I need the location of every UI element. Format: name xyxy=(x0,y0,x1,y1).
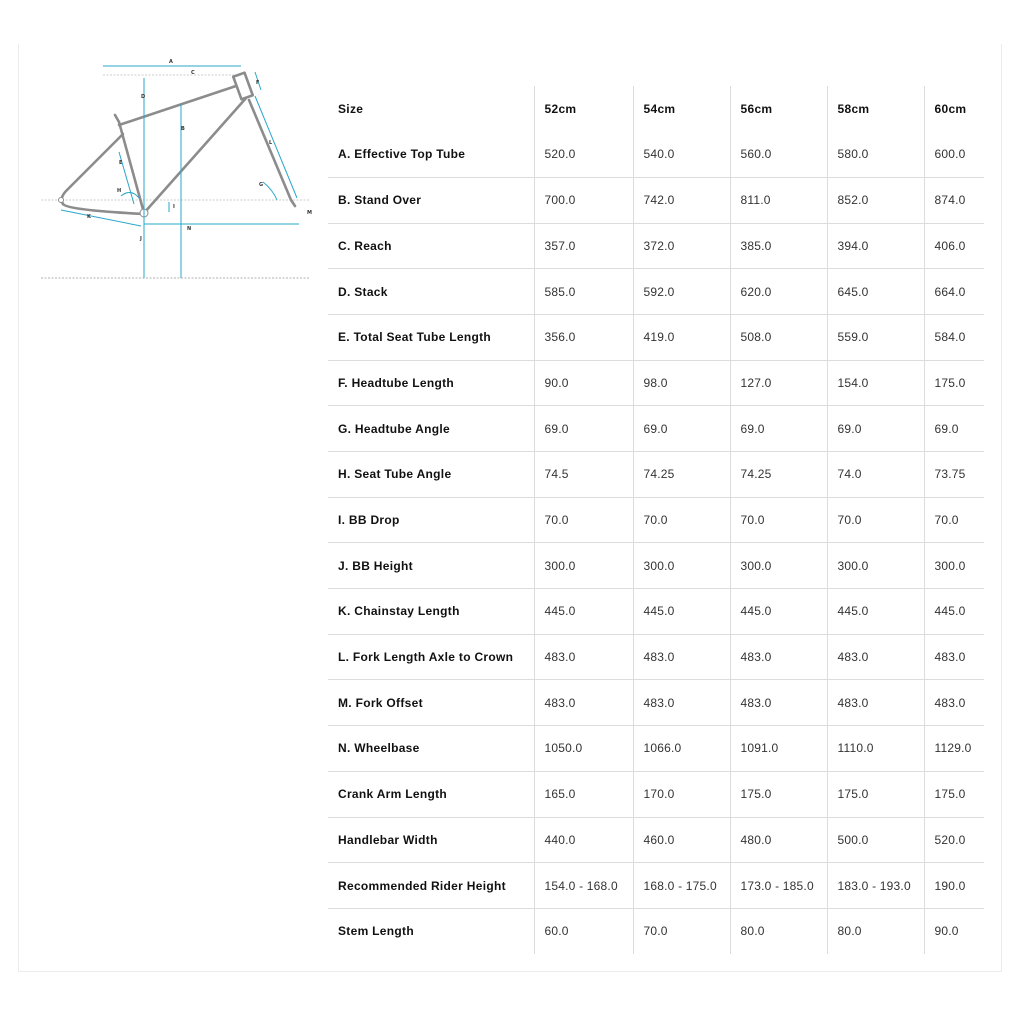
row-value: 483.0 xyxy=(730,634,827,680)
table-row xyxy=(328,132,984,178)
row-value: 183.0 - 193.0 xyxy=(827,863,924,909)
row-value: 70.0 xyxy=(924,497,984,543)
table-row xyxy=(328,863,984,909)
row-value: 440.0 xyxy=(534,817,633,863)
row-label: I. BB Drop xyxy=(338,513,400,528)
table-row xyxy=(328,177,984,223)
dim-label-f: F xyxy=(256,80,260,86)
row-label: N. Wheelbase xyxy=(338,741,420,756)
row-label: F. Headtube Length xyxy=(338,375,455,390)
row-value: 385.0 xyxy=(730,223,827,269)
row-value: 70.0 xyxy=(534,497,633,543)
row-value: 300.0 xyxy=(924,543,984,589)
table-row xyxy=(328,908,984,954)
table-row xyxy=(328,223,984,269)
row-value: 1091.0 xyxy=(730,726,827,772)
row-value: 175.0 xyxy=(827,771,924,817)
header-size-56: 56cm xyxy=(730,86,827,132)
row-value: 445.0 xyxy=(730,589,827,635)
row-value: 154.0 - 168.0 xyxy=(534,863,633,909)
dim-label-m: M xyxy=(307,210,312,216)
row-value: 520.0 xyxy=(534,132,633,178)
row-value: 620.0 xyxy=(730,269,827,315)
table-row xyxy=(328,771,984,817)
row-value: 356.0 xyxy=(534,314,633,360)
row-label: Crank Arm Length xyxy=(338,787,448,802)
row-label: C. Reach xyxy=(338,238,392,253)
row-value: 419.0 xyxy=(633,314,730,360)
row-value: 664.0 xyxy=(924,269,984,315)
row-value: 90.0 xyxy=(534,360,633,406)
row-value: 190.0 xyxy=(924,863,984,909)
row-value: 70.0 xyxy=(827,497,924,543)
row-value: 445.0 xyxy=(827,589,924,635)
row-label: J. BB Height xyxy=(338,558,413,573)
row-value: 80.0 xyxy=(827,908,924,954)
row-value: 508.0 xyxy=(730,314,827,360)
row-value: 445.0 xyxy=(633,589,730,635)
row-value: 154.0 xyxy=(827,360,924,406)
rear-axle xyxy=(59,198,64,203)
row-value: 483.0 xyxy=(633,634,730,680)
row-label: D. Stack xyxy=(338,284,388,299)
table-row xyxy=(328,634,984,680)
table-row xyxy=(328,726,984,772)
row-value: 175.0 xyxy=(730,771,827,817)
row-label: B. Stand Over xyxy=(338,193,422,208)
row-value: 98.0 xyxy=(633,360,730,406)
row-value: 74.25 xyxy=(730,452,827,498)
row-value: 483.0 xyxy=(827,680,924,726)
bike-frame xyxy=(62,73,295,214)
row-value: 300.0 xyxy=(827,543,924,589)
row-value: 127.0 xyxy=(730,360,827,406)
row-label: Handlebar Width xyxy=(338,832,438,847)
row-value: 80.0 xyxy=(730,908,827,954)
row-label: G. Headtube Angle xyxy=(338,421,450,436)
row-value: 69.0 xyxy=(633,406,730,452)
row-value: 445.0 xyxy=(534,589,633,635)
row-value: 559.0 xyxy=(827,314,924,360)
row-value: 445.0 xyxy=(924,589,984,635)
row-label: Stem Length xyxy=(338,924,414,939)
header-size-52: 52cm xyxy=(534,86,633,132)
geometry-table xyxy=(328,86,984,954)
geometry-card xyxy=(18,44,1002,972)
row-value: 483.0 xyxy=(827,634,924,680)
frame-geometry-diagram xyxy=(41,52,341,282)
row-value: 70.0 xyxy=(633,908,730,954)
row-value: 483.0 xyxy=(534,680,633,726)
row-label: M. Fork Offset xyxy=(338,695,423,710)
row-value: 74.5 xyxy=(534,452,633,498)
row-label: K. Chainstay Length xyxy=(338,604,460,619)
row-value: 600.0 xyxy=(924,132,984,178)
row-value: 372.0 xyxy=(633,223,730,269)
row-value: 69.0 xyxy=(924,406,984,452)
dim-label-k: K xyxy=(87,214,91,220)
table-row xyxy=(328,314,984,360)
table-row xyxy=(328,589,984,635)
row-value: 69.0 xyxy=(534,406,633,452)
row-value: 1129.0 xyxy=(924,726,984,772)
table-row xyxy=(328,452,984,498)
row-value: 1110.0 xyxy=(827,726,924,772)
header-size-60: 60cm xyxy=(924,86,984,132)
table-row xyxy=(328,543,984,589)
row-value: 300.0 xyxy=(534,543,633,589)
dim-label-a: A xyxy=(169,59,173,65)
row-value: 483.0 xyxy=(730,680,827,726)
row-value: 70.0 xyxy=(730,497,827,543)
row-value: 483.0 xyxy=(633,680,730,726)
row-value: 406.0 xyxy=(924,223,984,269)
header-size: Size xyxy=(338,101,364,116)
dim-label-l: L xyxy=(269,140,273,146)
row-value: 560.0 xyxy=(730,132,827,178)
row-value: 74.25 xyxy=(633,452,730,498)
row-value: 584.0 xyxy=(924,314,984,360)
row-value: 300.0 xyxy=(730,543,827,589)
row-label: A. Effective Top Tube xyxy=(338,147,466,162)
table-row xyxy=(328,680,984,726)
dim-label-e: E xyxy=(119,160,123,166)
row-value: 394.0 xyxy=(827,223,924,269)
row-value: 580.0 xyxy=(827,132,924,178)
table-row xyxy=(328,269,984,315)
row-value: 483.0 xyxy=(924,634,984,680)
row-label: L. Fork Length Axle to Crown xyxy=(338,650,514,665)
dim-label-g: G xyxy=(259,182,264,188)
row-value: 811.0 xyxy=(730,177,827,223)
row-value: 70.0 xyxy=(633,497,730,543)
row-value: 168.0 - 175.0 xyxy=(633,863,730,909)
dim-label-n: N xyxy=(187,226,192,232)
row-value: 700.0 xyxy=(534,177,633,223)
row-value: 90.0 xyxy=(924,908,984,954)
dim-label-b: B xyxy=(181,126,185,132)
row-value: 175.0 xyxy=(924,360,984,406)
table-body xyxy=(328,132,984,954)
row-value: 300.0 xyxy=(633,543,730,589)
dim-label-h: H xyxy=(117,188,122,194)
dim-label-c: C xyxy=(191,70,195,76)
row-value: 60.0 xyxy=(534,908,633,954)
row-value: 592.0 xyxy=(633,269,730,315)
table-row xyxy=(328,817,984,863)
row-value: 73.75 xyxy=(924,452,984,498)
table-row xyxy=(328,497,984,543)
row-value: 585.0 xyxy=(534,269,633,315)
header-size-54: 54cm xyxy=(633,86,730,132)
row-value: 480.0 xyxy=(730,817,827,863)
row-value: 165.0 xyxy=(534,771,633,817)
row-value: 483.0 xyxy=(534,634,633,680)
row-value: 460.0 xyxy=(633,817,730,863)
header-size-58: 58cm xyxy=(827,86,924,132)
row-value: 852.0 xyxy=(827,177,924,223)
dim-label-j: J xyxy=(140,236,142,242)
row-label: E. Total Seat Tube Length xyxy=(338,330,492,345)
row-label: Recommended Rider Height xyxy=(338,878,506,893)
row-label: H. Seat Tube Angle xyxy=(338,467,452,482)
row-value: 69.0 xyxy=(827,406,924,452)
row-value: 74.0 xyxy=(827,452,924,498)
row-value: 742.0 xyxy=(633,177,730,223)
row-value: 874.0 xyxy=(924,177,984,223)
dim-label-d: D xyxy=(141,94,146,100)
row-value: 1050.0 xyxy=(534,726,633,772)
row-value: 170.0 xyxy=(633,771,730,817)
row-value: 69.0 xyxy=(730,406,827,452)
row-value: 173.0 - 185.0 xyxy=(730,863,827,909)
dim-label-i: I xyxy=(173,204,175,210)
row-value: 1066.0 xyxy=(633,726,730,772)
table-header-row xyxy=(328,86,984,132)
table-row xyxy=(328,360,984,406)
row-value: 520.0 xyxy=(924,817,984,863)
row-value: 175.0 xyxy=(924,771,984,817)
row-value: 645.0 xyxy=(827,269,924,315)
row-value: 483.0 xyxy=(924,680,984,726)
row-value: 357.0 xyxy=(534,223,633,269)
table-row xyxy=(328,406,984,452)
row-value: 500.0 xyxy=(827,817,924,863)
row-value: 540.0 xyxy=(633,132,730,178)
